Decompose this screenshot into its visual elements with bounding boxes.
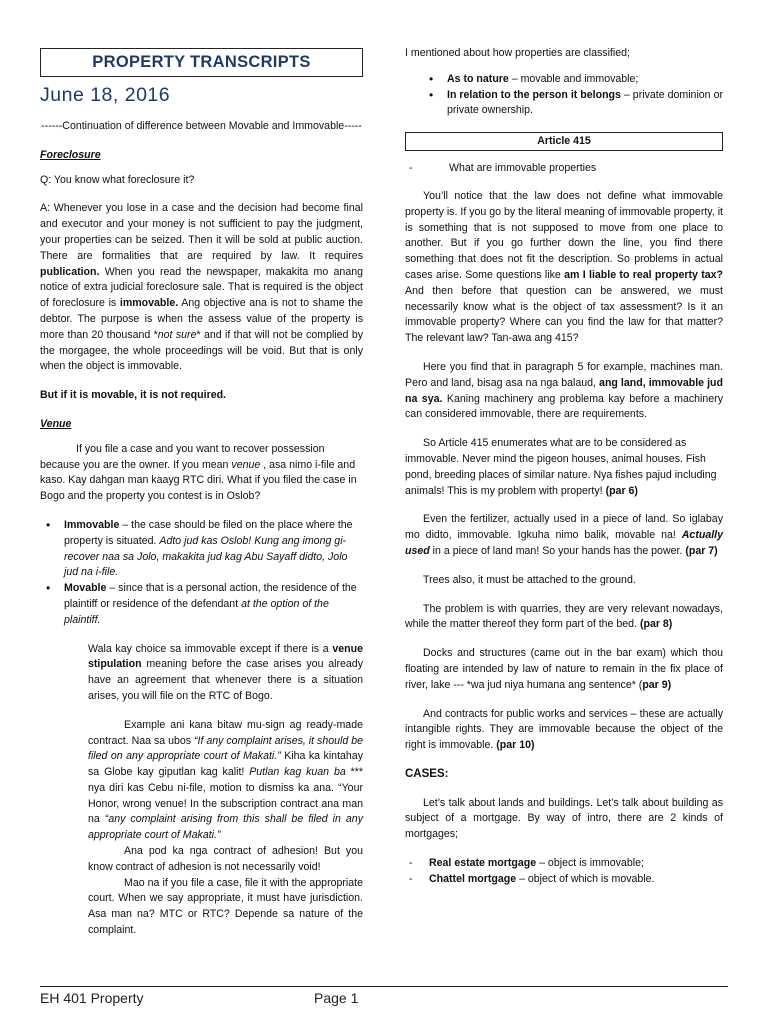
right-column — [405, 46, 723, 898]
foreclosure-question: Q: You know what foreclosure it? — [40, 173, 195, 186]
article-heading: Article 415 — [405, 132, 723, 151]
list-item: - Real estate mortgage – object is immovable; — [405, 856, 723, 872]
footer-course: EH 401 Property — [40, 990, 144, 1006]
footer-divider — [40, 986, 728, 987]
document-title: PROPERTY TRANSCRIPTS — [40, 48, 363, 77]
venue-bullet-list — [40, 518, 363, 629]
article-paragraph-2: Here you find that in paragraph 5 for example, machines man. Pero and land, bisag asa na nga balaud, ang land, immovable jud na sya. Kaning machinery ang problema kay before a machinery can considered immovable, there are requirements. — [405, 360, 723, 421]
classification-list — [423, 72, 723, 119]
foreclosure-heading: Foreclosure — [40, 148, 101, 161]
movable-note: But if it is movable, it is not required. — [40, 389, 227, 402]
left-column — [40, 48, 363, 939]
venue-paragraph-1: If you file a case and you want to recover possession because you are the owner. If you mean venue , asa nimo i-file and kaso. Kay dahgan man kaayg RTC diri. What if you filed the case in Bogo and the property you contest is in Oslob? — [40, 442, 357, 503]
list-item: • Movable – since that is a personal action, the residence of the plaintiff or residence of the defendant at the option of the plaintiff. — [40, 581, 363, 628]
article-paragraph-7: Docks and structures (came out in the bar exam) which thou floating are intended by law of nature to remain in the fix place of river, lake --- *wa jud niya humana ang sentence* (par 9) — [405, 647, 723, 691]
list-item: • Immovable – the case should be filed on the place where the property is situated. Adto jud kas Oslob! Kung ang imong gi-recover naa sa Jolo, makakita jud kag Abu Sayaff didto, Jolo jud na i-file. — [40, 518, 363, 581]
venue-stipulation-paragraph: Wala kay choice sa immovable except if there is a venue stipulation meaning before the case arises you already have an agreement that whenever there is a situation arises, you will file on the RTC of Bogo. — [88, 642, 363, 702]
article-paragraph-1: You’ll notice that the law does not define what immovable property is. If you go by the literal meaning of immovable property, it is something that is not supposed to move from one place to another. But if you go further down the line, you find there something that does not fit the description. So problems in actual cases arise. Some questions like am I liable to real property tax? And then before that question can be answered, we must necessarily know what is the object of tax assessment? Is it an immovable property? Where can you find the law for that matter? The relevant law? Tan-awa ang 415? — [405, 189, 723, 345]
cases-heading: CASES: — [405, 767, 449, 780]
footer-page-number: Page 1 — [314, 990, 359, 1006]
article-question-list — [405, 161, 723, 177]
classification-intro: I mentioned about how properties are classified; — [405, 47, 630, 59]
section-intro: ------Continuation of difference between Movable and Immovable----- — [41, 120, 362, 132]
foreclosure-answer: A: Whenever you lose in a case and the decision had become final and executor and your money is not sufficient to pay the judgment, your properties can be seized. Then it will be sold at public auction. There are formalities that are required by law. It requires publication. When you read the newspaper, makakita mo anang notice of extra judicial foreclosure sale. That is required is the object of foreclosure is immovable. Ang objective ana is not to shame the debtor. The purpose is when the assess value of the property is more than 20 thousand *not sure* and if that will not be complied by the morgagee, the whole proceedings will be void. But that is only when the object is immovable. — [40, 202, 364, 373]
cases-paragraph: Let’s talk about lands and buildings. Let’s talk about building as subject of a mortgage. By way of intro, there are 2 kinds of mortgages; — [405, 796, 723, 841]
article-paragraph-6: The problem is with quarries, they are very relevant nowadays, while the matter thereof they form part of the bed. (par 8) — [405, 602, 723, 631]
list-item: • As to nature – movable and immovable; — [423, 72, 723, 88]
venue-heading: Venue — [40, 417, 72, 430]
list-item: - Chattel mortgage – object of which is movable. — [405, 872, 723, 888]
article-paragraph-8: And contracts for public works and services – these are actually intangible rights. They are immovable because the object of the right is immovable. (par 10) — [405, 707, 723, 752]
jurisdiction-paragraph: Mao na if you file a case, file it with the appropriate court. When we say appropriate, it must have jurisdiction. Asa man na? MTC or RTC? Depende sa nature of the complaint. — [88, 876, 363, 937]
venue-example-block — [40, 718, 363, 939]
list-item: - What are immovable properties — [405, 161, 723, 177]
list-item: • In relation to the person it belongs – private dominion or private ownership. — [423, 88, 723, 120]
adhesion-paragraph: Ana pod ka nga contract of adhesion! But you know contract of adhesion is not necessarily void! — [88, 845, 363, 873]
article-paragraph-3: So Article 415 enumerates what are to be considered as immovable. Never mind the pigeon houses, animal houses. Fish pond, breeding places of similar nature. Nya fishes pajud including animals! This is my problem with property! (par 6) — [405, 437, 717, 497]
article-paragraph-5: Trees also, it must be attached to the ground. — [423, 573, 636, 586]
document-date: June 18, 2016 — [40, 84, 171, 106]
mortgage-list — [405, 856, 723, 888]
venue-example-paragraph: Example ani kana bitaw mu-sign ag ready-made contract. Naa sa ubos “If any complaint arises, it should be filed on any appropriate court of Makati.” Kiha ka kintahay sa Globe kay giputlan kag kalit! Putlan kag kuan ba *** nya diri kas Cebu ni-file, motion to dismiss ka ana. “Your Honor, wrong venue! In the subscription contract ana man na “any complaint arising from this shall be filed in any appropriate court of Makati.” — [88, 718, 364, 842]
article-paragraph-4: Even the fertilizer, actually used in a piece of land. So iglabay mo didto, immovable. Igkuha nimo balik, movable na! Actually used in a piece of land man! So your hands has the power. (par 7) — [405, 513, 723, 557]
